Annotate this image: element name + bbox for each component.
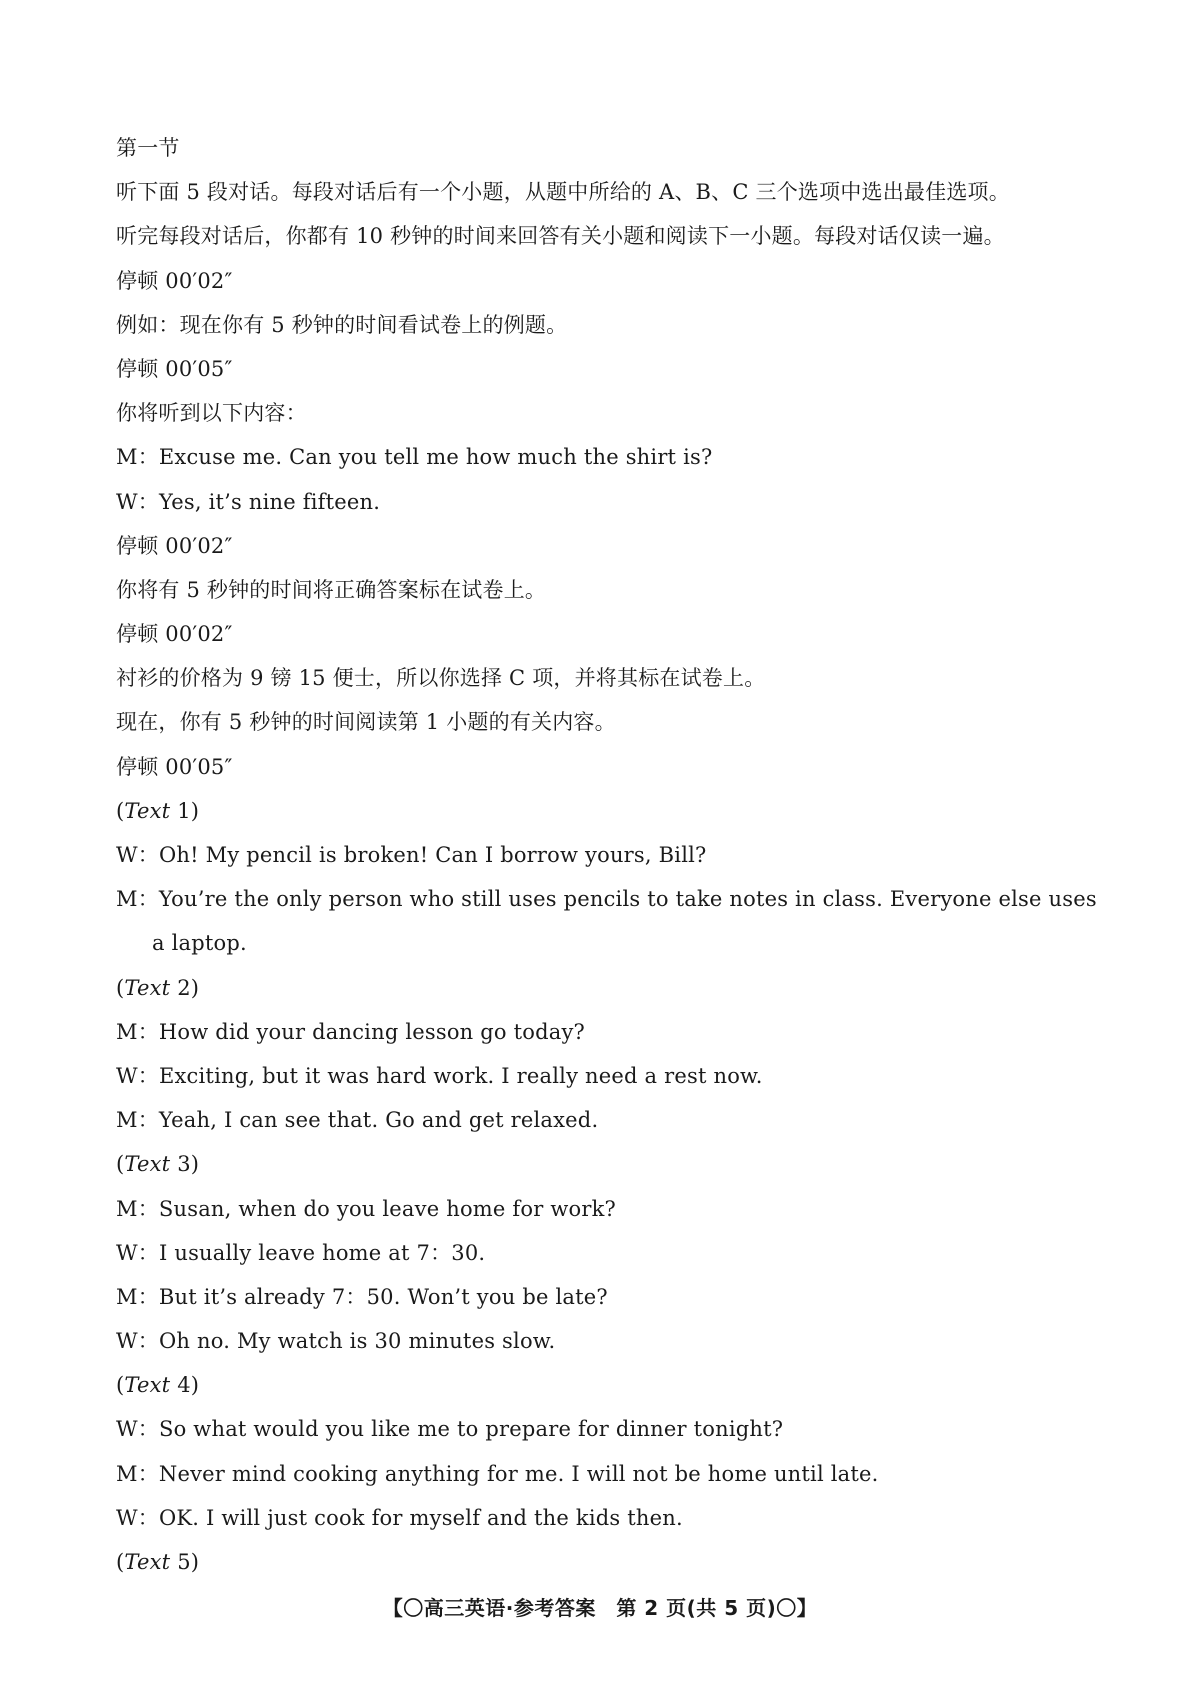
instruction-line: 听下面 5 段对话。每段对话后有一个小题，从题中所给的 A、B、C 三个选项中选出最佳选项。 xyxy=(116,180,1010,205)
text-5-heading: (Text 5) xyxy=(116,1550,200,1575)
dialogue-line: M：How did your dancing lesson go today? xyxy=(116,1019,586,1044)
dialogue-line: W：Oh! My pencil is broken! Can I borrow yours, Bill? xyxy=(116,843,707,867)
dialogue-line: W：OK. I will just cook for myself and the kids then. xyxy=(116,1505,683,1530)
dialogue-line: W：Oh no. My watch is 30 minutes slow. xyxy=(116,1329,556,1354)
text-label: Text xyxy=(124,975,171,1000)
instruction-line: 你将有 5 秒钟的时间将正确答案标在试卷上。 xyxy=(116,577,547,602)
text-2-heading: (Text 2) xyxy=(116,975,200,1000)
instruction-line: 例如：现在你有 5 秒钟的时间看试卷上的例题。 xyxy=(116,312,568,337)
dialogue-line: M：Yeah, I can see that. Go and get relaxed. xyxy=(116,1108,599,1133)
text-3-heading: (Text 3) xyxy=(116,1152,200,1177)
text-number: 4 xyxy=(177,1373,191,1398)
dialogue-line: M：But it’s already 7：50. Won’t you be late? xyxy=(116,1284,608,1309)
dialogue-line: M：Excuse me. Can you tell me how much the shirt is? xyxy=(116,445,713,470)
text-label: Text xyxy=(124,1152,171,1177)
pause-line: 停顿 00′02″ xyxy=(116,533,233,558)
text-label: Text xyxy=(124,1373,171,1398)
page-footer: 【〇高三英语·参考答案 第 2 页(共 5 页)〇】 xyxy=(382,1596,818,1620)
instruction-line: 现在，你有 5 秒钟的时间阅读第 1 小题的有关内容。 xyxy=(116,710,616,735)
instruction-line: 听完每段对话后，你都有 10 秒钟的时间来回答有关小题和阅读下一小题。每段对话仅读一遍。 xyxy=(116,224,1005,249)
text-number: 1 xyxy=(177,798,191,823)
dialogue-line: M：You’re the only person who still uses pencils to take notes in class. Everyone else uses a laptop. xyxy=(116,887,1097,956)
instruction-line: 衬衫的价格为 9 镑 15 便士，所以你选择 C 项，并将其标在试卷上。 xyxy=(116,666,766,691)
pause-line: 停顿 00′02″ xyxy=(116,268,233,293)
pause-line: 停顿 00′05″ xyxy=(116,356,233,381)
section-heading: 第一节 xyxy=(116,136,180,160)
text-label: Text xyxy=(124,798,171,823)
dialogue-line: M：Susan, when do you leave home for work? xyxy=(116,1196,616,1221)
pause-line: 停顿 00′05″ xyxy=(116,754,233,779)
dialogue-line: M：Never mind cooking anything for me. I will not be home until late. xyxy=(116,1461,879,1486)
dialogue-line: W：So what would you like me to prepare for dinner tonight? xyxy=(116,1417,784,1442)
instruction-line: 你将听到以下内容： xyxy=(116,401,307,426)
text-number: 3 xyxy=(177,1152,191,1177)
dialogue-line: W：Exciting, but it was hard work. I really need a rest now. xyxy=(116,1063,763,1088)
text-label: Text xyxy=(124,1550,171,1575)
text-number: 5 xyxy=(177,1550,191,1575)
text-1-heading: (Text 1) xyxy=(116,798,200,823)
pause-line: 停顿 00′02″ xyxy=(116,622,233,647)
text-number: 2 xyxy=(177,975,191,1000)
transcript-body xyxy=(116,126,1106,1584)
dialogue-line: W：Yes, it’s nine fifteen. xyxy=(116,489,381,514)
dialogue-line: W：I usually leave home at 7：30. xyxy=(116,1240,486,1265)
text-4-heading: (Text 4) xyxy=(116,1373,200,1398)
